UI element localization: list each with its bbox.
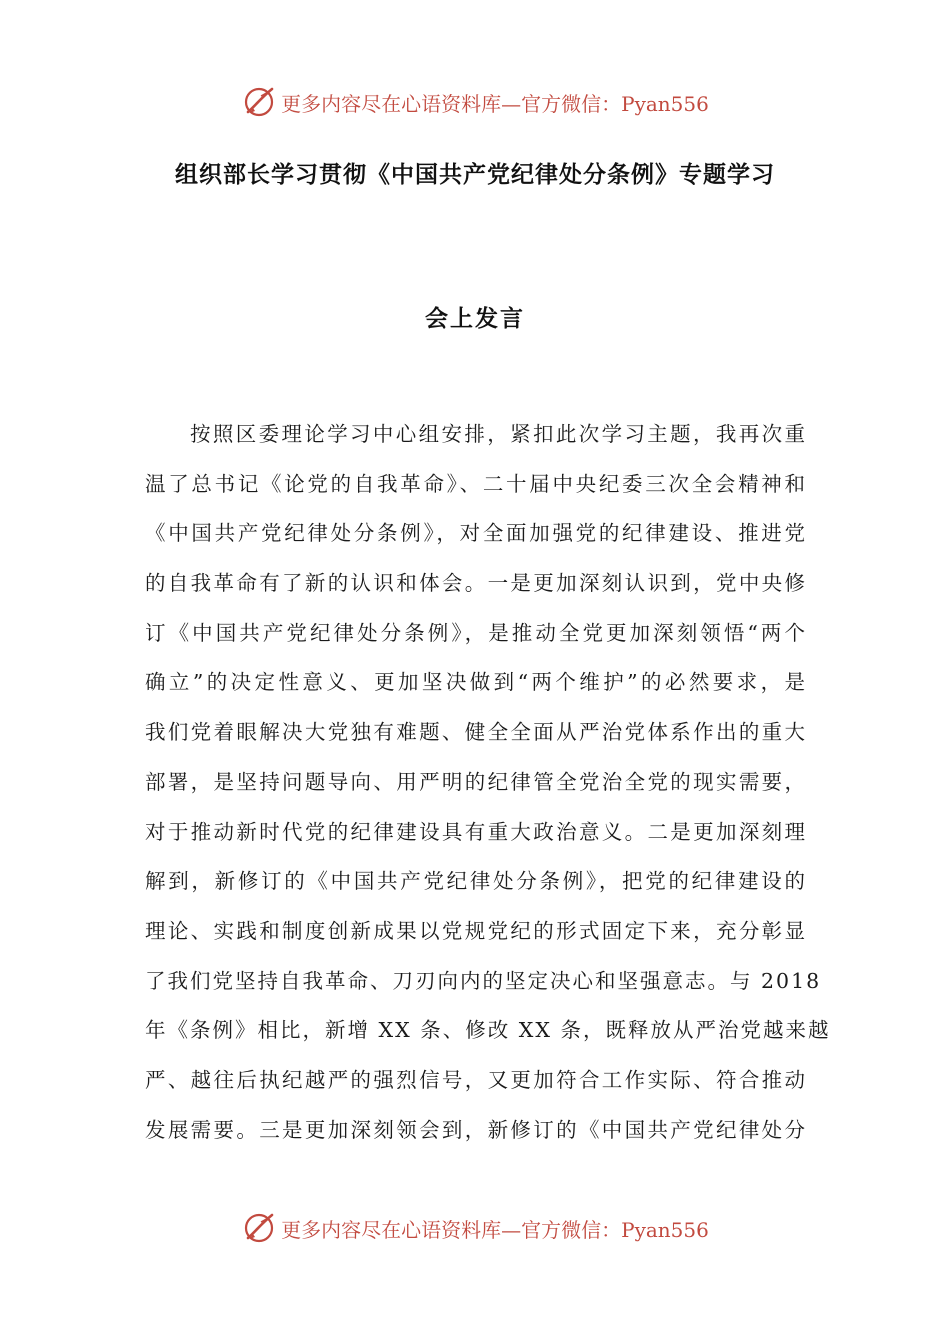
body-line: 严、越往后执纪越严的强烈信号，又更加符合工作实际、符合推动 [145, 1067, 807, 1092]
body-line: 《中国共产党纪律处分条例》，对全面加强党的纪律建设、推进党 [145, 521, 807, 546]
header-banner [0, 82, 950, 122]
body-line: 了我们党坚持自我革命、刀刃向内的坚定决心和坚强意志。与 2018 [145, 968, 822, 993]
body-line: 确立”的决定性意义、更加坚决做到“两个维护”的必然要求，是 [145, 670, 807, 695]
body-line: 解到，新修订的《中国共产党纪律处分条例》，把党的纪律建设的 [145, 869, 807, 894]
body-line: 温了总书记《论党的自我革命》、二十届中央纪委三次全会精神和 [145, 471, 807, 496]
body-line: 理论、实践和制度创新成果以党规党纪的形式固定下来，充分彰显 [145, 918, 807, 943]
body-line: 对于推动新时代党的纪律建设具有重大政治意义。二是更加深刻理 [145, 819, 807, 844]
document-body [145, 414, 831, 1159]
body-line: 订《中国共产党纪律处分条例》，是推动全党更加深刻领悟“两个 [145, 620, 807, 645]
footer-banner [0, 1208, 950, 1248]
body-line: 发展需要。三是更加深刻领会到，新修订的《中国共产党纪律处分 [145, 1117, 807, 1142]
body-line: 按照区委理论学习中心组安排，紧扣此次学习主题，我再次重 [190, 422, 807, 446]
body-line: 我们党着眼解决大党独有难题、健全全面从严治党体系作出的重大 [145, 720, 807, 745]
banner-text: 更多内容尽在心语资料库—官方微信：Pyan556 [281, 91, 709, 116]
body-line: 部署，是坚持问题导向、用严明的纪律管全党治全党的现实需要， [145, 769, 807, 794]
pen-quill-logo-icon [241, 1210, 277, 1246]
document-title-line-2: 会上发言 [425, 306, 525, 332]
banner-text: 更多内容尽在心语资料库—官方微信：Pyan556 [281, 1217, 709, 1242]
pen-quill-logo-icon [241, 84, 277, 120]
body-line: 的自我革命有了新的认识和体会。一是更加深刻认识到，党中央修 [145, 571, 807, 596]
document-title-line-1: 组织部长学习贯彻《中国共产党纪律处分条例》专题学习 [175, 162, 775, 188]
body-line: 年《条例》相比，新增 XX 条、修改 XX 条，既释放从严治党越来越 [145, 1018, 831, 1043]
